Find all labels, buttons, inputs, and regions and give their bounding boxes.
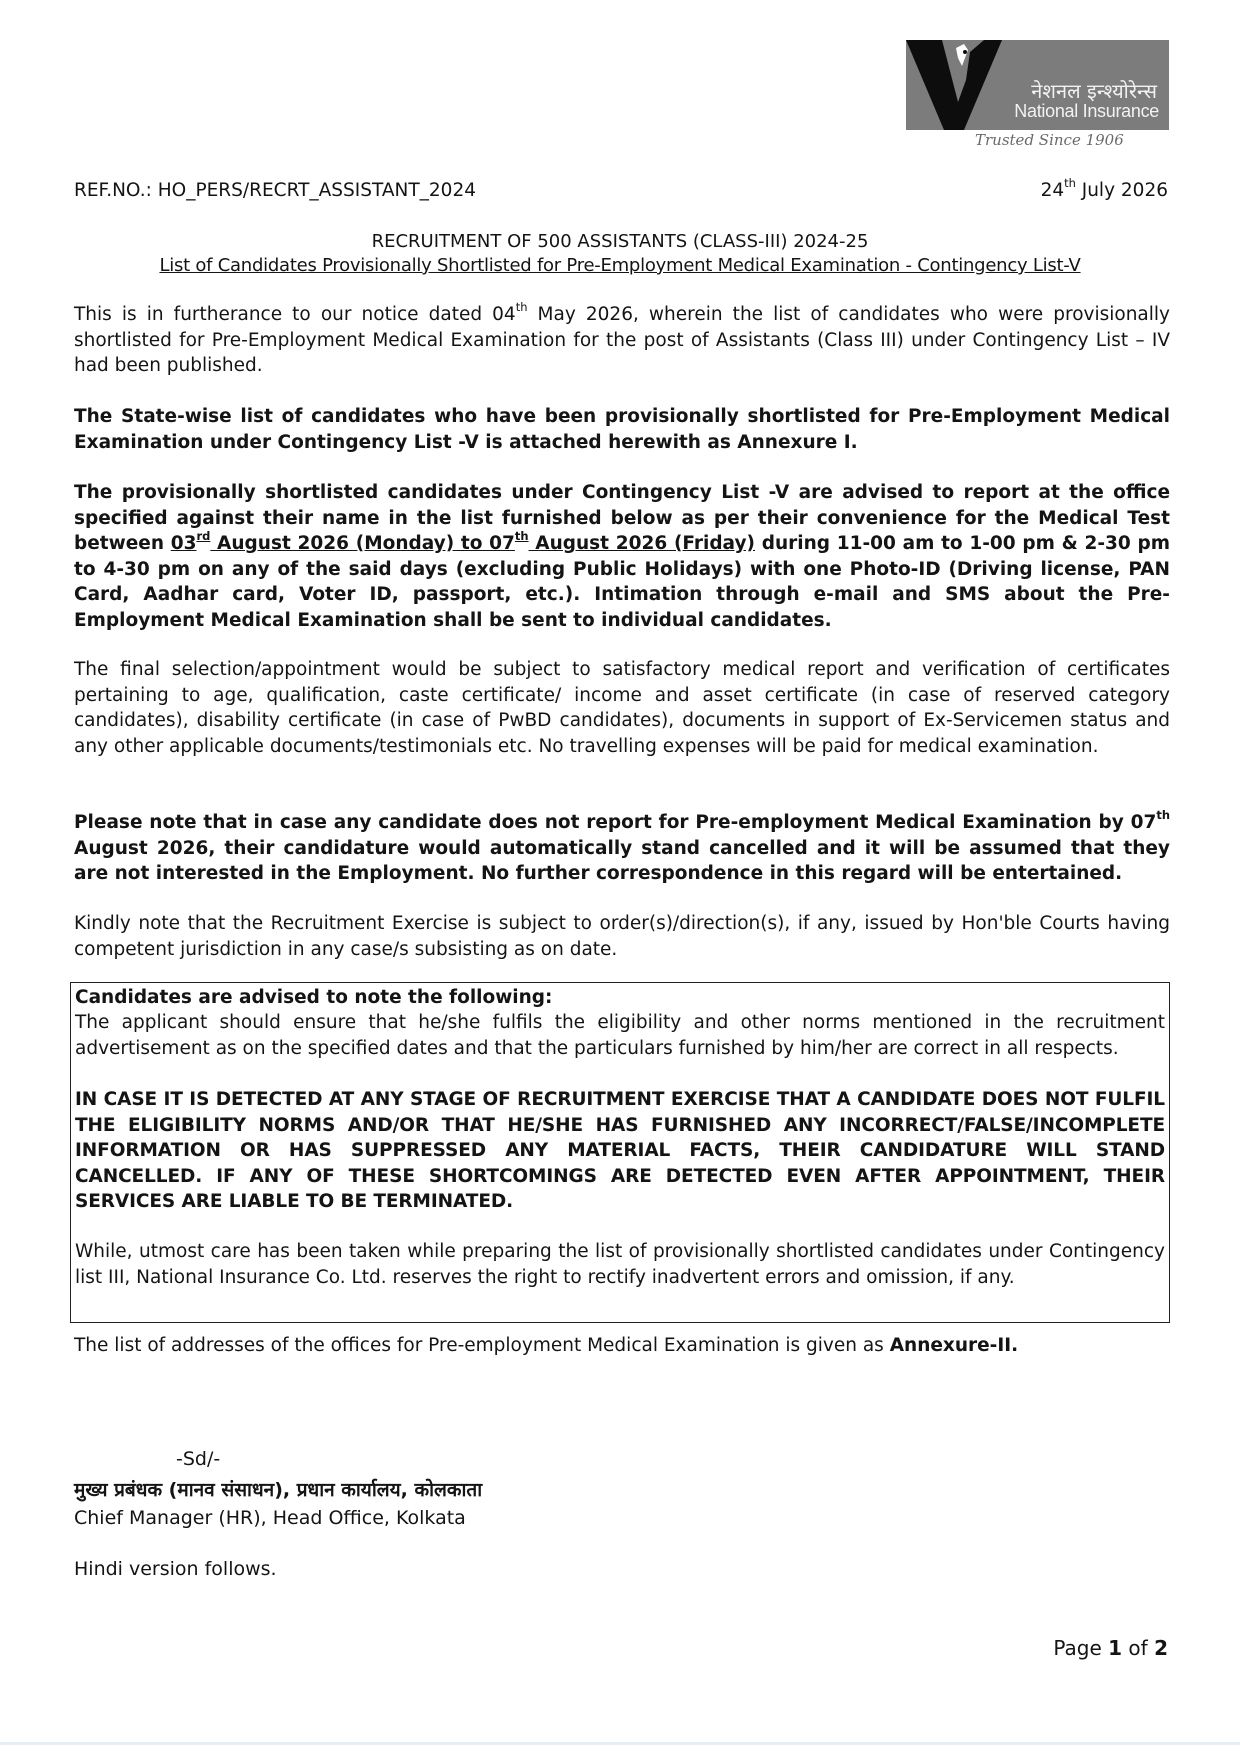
- paragraph-court-orders: Kindly note that the Recruitment Exercise is subject to order(s)/direction(s), if any, issued by Hon'ble Courts having competent jurisdiction in any case/s subsisting as on date.: [74, 913, 1170, 960]
- notice-heading: Candidates are advised to note the following:: [75, 987, 553, 1008]
- footer-divider: [0, 1742, 1240, 1745]
- paragraph-statewise-list: The State-wise list of candidates who have been provisionally shortlisted for Pre-Employment Medical Examination under Contingency List -V is attached herewith as Annexure I.: [74, 406, 1170, 453]
- paragraph-final-selection: The final selection/appointment would be subject to satisfactory medical report and verification of certificates pertaining to age, qualification, caste certificate/ income and asset certificate (in case of reserved category candidates), disability certificate (in case of PwBD candidates), documents in support of Ex-Servicemen status and any other applicable documents/testimonials etc. No travelling expenses will be paid for medical examination.: [74, 659, 1170, 757]
- paragraph-reporting-instructions: The provisionally shortlisted candidates under Contingency List -V are advised to report at the office specified against their name in the list furnished below as per their convenience for the Medical Test between 03rd August 2026 (Monday) to 07th August 2026 (Friday) during 11-00 am to 1-00 pm & 2-30 pm to 4-30 pm on any of the said days (excluding Public Holidays) with one Photo-ID (Driving license, PAN Card, Aadhar card, Voter ID, passport, etc.). Intimation through e-mail and SMS about the Pre-Employment Medical Examination shall be sent to individual candidates.: [74, 482, 1170, 631]
- notice-eligibility-text: The applicant should ensure that he/she fulfils the eligibility and other norms mentioned in the recruitment advertisement as on the specified dates and that the particulars furnished by him/her are correct in all respects.: [75, 1012, 1165, 1059]
- document-subtitle: List of Candidates Provisionally Shortlisted for Pre-Employment Medical Examination - Contingency List-V: [159, 255, 1081, 276]
- paragraph-cancellation-note: Please note that in case any candidate does not report for Pre-employment Medical Examination by 07th August 2026, their candidature would automatically stand cancelled and it will be assumed that they are not interested in the Employment. No further correspondence in this regard will be entertained.: [74, 808, 1170, 884]
- signature-sd: -Sd/-: [176, 1448, 221, 1470]
- logo-english-text: National Insurance: [1014, 101, 1159, 121]
- candidate-notice-box: [70, 982, 1170, 1323]
- reference-number: REF.NO.: HO_PERS/RECRT_ASSISTANT_2024: [74, 180, 476, 201]
- signatory-title-english: Chief Manager (HR), Head Office, Kolkata: [74, 1507, 466, 1529]
- page-number: Page 1 of 2: [1053, 1636, 1168, 1660]
- hindi-version-note: Hindi version follows.: [74, 1558, 277, 1580]
- notice-disclaimer-text: While, utmost care has been taken while preparing the list of provisionally shortlisted candidates under Contingency list III, National Insurance Co. Ltd. reserves the right to rectify inadvertent errors and omission, if any.: [75, 1241, 1165, 1288]
- logo-tagline: Trusted Since 1906: [975, 131, 1124, 149]
- letter-date: 24th July 2026: [1040, 176, 1168, 201]
- logo-hindi-text: नेशनल इन्श्योरेन्स: [1031, 79, 1157, 103]
- signatory-title-hindi: मुख्य प्रबंधक (मानव संसाधन), प्रधान कार्यालय, कोलकाता: [74, 1479, 483, 1501]
- paragraph-intro: This is in furtherance to our notice dated 04th May 2026, wherein the list of candidates who were provisionally shortlisted for Pre-Employment Medical Examination for the post of Assistants (Class III) under Contingency List – IV had been published.: [74, 300, 1170, 376]
- notice-warning-text: IN CASE IT IS DETECTED AT ANY STAGE OF RECRUITMENT EXERCISE THAT A CANDIDATE DOES NOT FULFIL THE ELIGIBILITY NORMS AND/OR THAT HE/SHE HAS FURNISHED ANY INCORRECT/FALSE/INCOMPLETE INFORMATION OR HAS SUPPRESSED ANY MATERIAL FACTS, THEIR CANDIDATURE WILL STAND CANCELLED. IF ANY OF THESE SHORTCOMINGS ARE DETECTED EVEN AFTER APPOINTMENT, THEIR SERVICES ARE LIABLE TO BE TERMINATED.: [75, 1089, 1165, 1212]
- document-title: RECRUITMENT OF 500 ASSISTANTS (CLASS-III) 2024-25: [371, 231, 869, 252]
- paragraph-annexure: The list of addresses of the offices for Pre-employment Medical Examination is given as Annexure-II.: [74, 1335, 1019, 1356]
- company-logo: [906, 40, 1169, 130]
